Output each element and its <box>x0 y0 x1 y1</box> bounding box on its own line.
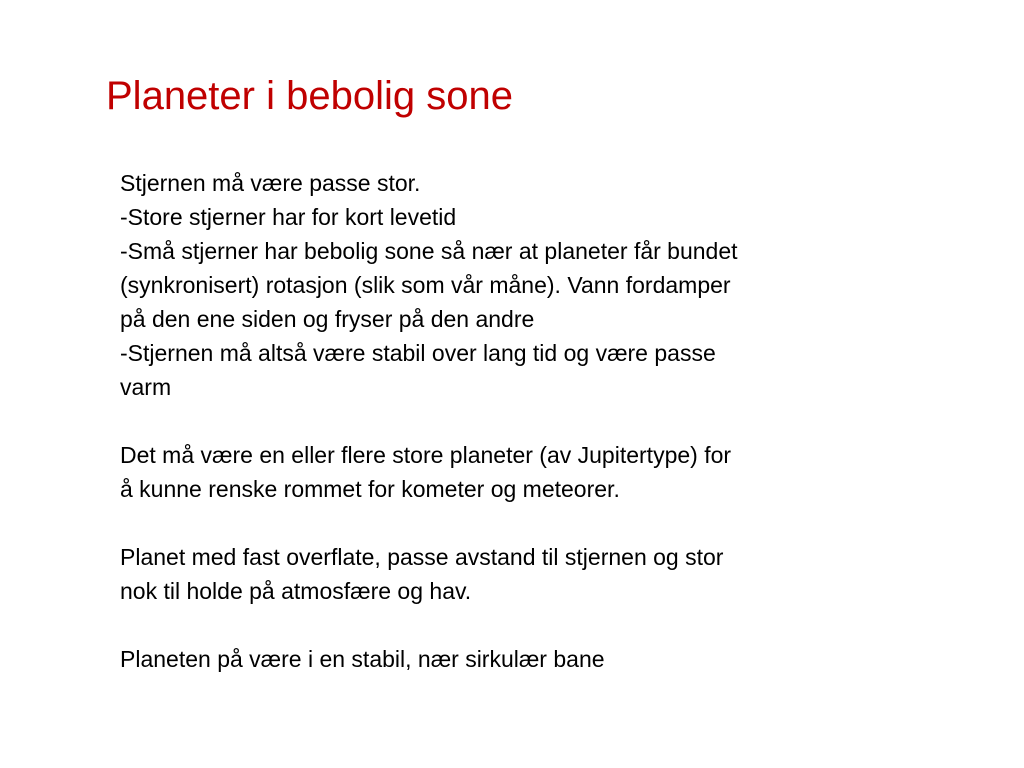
paragraph-gap <box>120 608 900 642</box>
paragraph-stable-orbit <box>120 642 900 676</box>
text-line: -Stjernen må altså være stabil over lang tid og være passe <box>120 340 716 366</box>
text-line: varm <box>120 374 172 400</box>
text-line: Planet med fast overflate, passe avstand til stjernen og stor <box>120 544 724 570</box>
paragraph-gap <box>120 404 900 438</box>
slide-title: Planeter i bebolig sone <box>106 74 513 118</box>
text-line: Planeten på være i en stabil, nær sirkulær bane <box>120 646 605 672</box>
text-line: på den ene siden og fryser på den andre <box>120 306 535 332</box>
text-line: å kunne renske rommet for kometer og meteorer. <box>120 476 620 502</box>
paragraph-large-planets <box>120 438 900 506</box>
text-line: -Små stjerner har bebolig sone så nær at planeter får bundet <box>120 238 738 264</box>
paragraph-gap <box>120 506 900 540</box>
text-line: (synkronisert) rotasjon (slik som vår måne). Vann fordamper <box>120 272 731 298</box>
text-line: nok til holde på atmosfære og hav. <box>120 578 472 604</box>
text-line: Det må være en eller flere store planeter (av Jupitertype) for <box>120 442 732 468</box>
slide-body <box>120 166 900 676</box>
text-line: -Store stjerner har for kort levetid <box>120 204 457 230</box>
paragraph-star-size <box>120 166 900 404</box>
paragraph-solid-surface <box>120 540 900 608</box>
text-line: Stjernen må være passe stor. <box>120 170 421 196</box>
